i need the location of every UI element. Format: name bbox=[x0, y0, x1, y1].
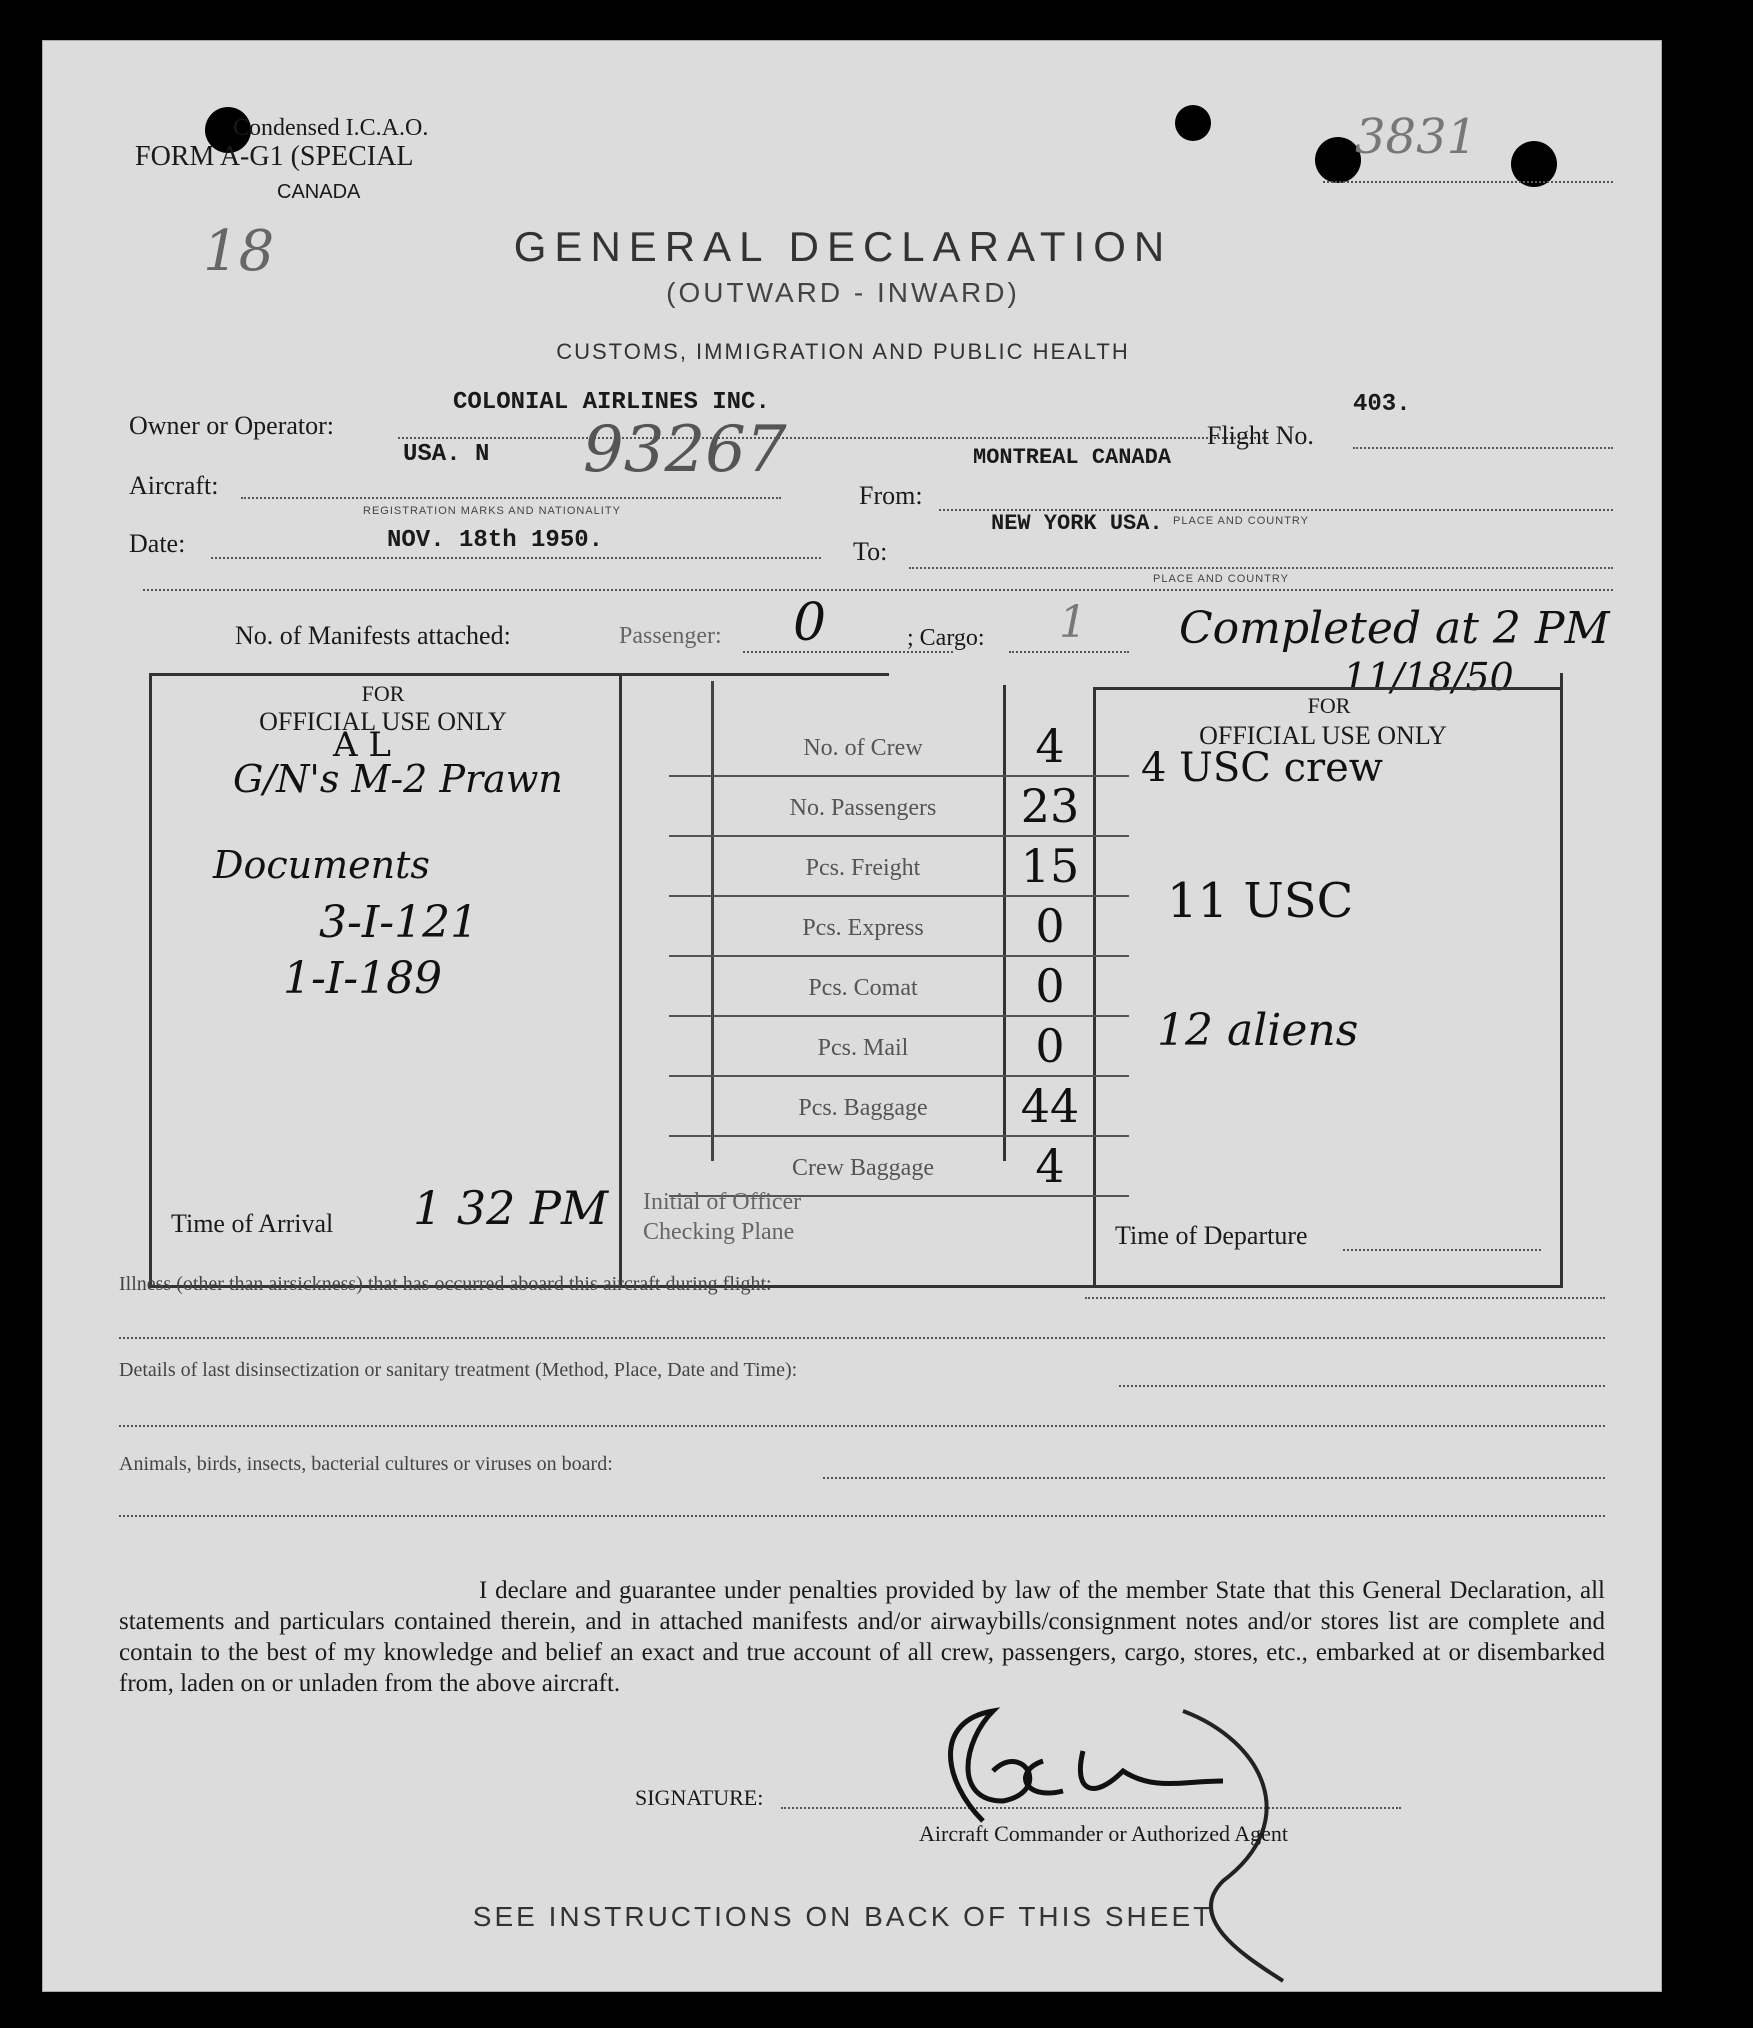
illness-line bbox=[1085, 1297, 1605, 1299]
from-value: MONTREAL CANADA bbox=[973, 445, 1172, 470]
left-note: G/N's M-2 Prawn bbox=[233, 757, 563, 801]
aircraft-line bbox=[241, 497, 781, 499]
departure-line bbox=[1343, 1249, 1541, 1251]
page-title: GENERAL DECLARATION bbox=[513, 223, 1173, 270]
manifest-cargo-line bbox=[1009, 651, 1129, 653]
departure-label: Time of Departure bbox=[1115, 1221, 1308, 1250]
document-1: 3-I-121 bbox=[319, 897, 479, 948]
disinsect-label: Details of last disinsectization or sanitary treatment (Method, Place, Date and Time): bbox=[119, 1359, 798, 1381]
illness-line-2 bbox=[119, 1337, 1605, 1339]
manifest-passenger-value: 0 bbox=[793, 593, 827, 653]
signature-caption: Aircraft Commander or Authorized Agent bbox=[919, 1821, 1289, 1846]
count-label: Pcs. Freight bbox=[805, 855, 921, 881]
extra-line bbox=[143, 589, 1613, 591]
count-row-line bbox=[669, 1075, 1129, 1077]
flight-label: Flight No. bbox=[1207, 421, 1314, 450]
count-label: Pcs. Baggage bbox=[798, 1095, 928, 1121]
count-label: No. Passengers bbox=[789, 795, 937, 821]
aircraft-registration: 93267 bbox=[583, 413, 787, 487]
from-caption: PLACE AND COUNTRY bbox=[1173, 515, 1309, 527]
declaration-text: I declare and guarantee under penalties provided by law of the member State that this General Declaration, all statements and particulars contained therein, and in attached manifests and/or airwaybills/consignment notes and/or stores list are complete and contain to the best of my knowledge and belief an exact and true account of all crew, passengers, cargo, stores, etc., embarked at or disembarked from, laden on or unladen from the above aircraft. bbox=[119, 1577, 1605, 1697]
count-row-line bbox=[669, 835, 1129, 837]
animals-line-2 bbox=[119, 1515, 1605, 1517]
official-box-top-left bbox=[149, 673, 889, 676]
count-label: Pcs. Mail bbox=[817, 1035, 909, 1061]
count-value: 4 bbox=[1035, 719, 1065, 773]
flight-line bbox=[1353, 447, 1613, 449]
page-subtitle: (OUTWARD - INWARD) bbox=[666, 277, 1020, 308]
owner-value: COLONIAL AIRLINES INC. bbox=[453, 389, 770, 416]
signature-label: SIGNATURE: bbox=[635, 1785, 764, 1810]
divider-label-left bbox=[711, 681, 714, 1161]
footer-instructions: SEE INSTRUCTIONS ON BACK OF THIS SHEET bbox=[472, 1901, 1214, 1932]
count-value: 23 bbox=[1020, 779, 1080, 833]
flight-value: 403. bbox=[1353, 391, 1411, 418]
left-official-for: FOR bbox=[361, 681, 405, 706]
to-label: To: bbox=[853, 537, 888, 566]
manifest-cargo-label: ; Cargo: bbox=[907, 625, 985, 651]
left-official-heading: OFFICIAL USE ONLY bbox=[259, 707, 507, 736]
divider-left bbox=[619, 673, 622, 1285]
right-note-2: 11 USC bbox=[1167, 873, 1354, 929]
animals-line bbox=[823, 1477, 1605, 1479]
departments-line: CUSTOMS, IMMIGRATION AND PUBLIC HEALTH bbox=[556, 339, 1130, 364]
form-header-line1: Condensed I.C.A.O. bbox=[233, 115, 429, 141]
count-value: 0 bbox=[1035, 899, 1065, 953]
count-row-line bbox=[669, 1135, 1129, 1137]
document-2: 1-I-189 bbox=[283, 953, 443, 1004]
to-value: NEW YORK USA. bbox=[991, 511, 1163, 536]
count-row-line bbox=[669, 955, 1129, 957]
right-note-3: 12 aliens bbox=[1157, 1005, 1359, 1056]
officer-line-1: Initial of Officer bbox=[643, 1189, 802, 1215]
right-note-1: 4 USC crew bbox=[1141, 745, 1384, 791]
animals-label: Animals, birds, insects, bacterial cultures or viruses on board: bbox=[119, 1453, 613, 1475]
completed-note: Completed at 2 PM bbox=[1179, 603, 1610, 654]
manifests-label: No. of Manifests attached: bbox=[235, 621, 511, 650]
document-number-line bbox=[1323, 181, 1613, 183]
completed-date: 11/18/50 bbox=[1343, 655, 1514, 699]
manifest-cargo-value: 1 bbox=[1059, 597, 1087, 648]
disinsect-line bbox=[1119, 1385, 1605, 1387]
declaration-sheet bbox=[42, 40, 1662, 1992]
count-label: No. of Crew bbox=[803, 735, 923, 761]
aircraft-caption: REGISTRATION MARKS AND NATIONALITY bbox=[363, 505, 621, 517]
arrival-label: Time of Arrival bbox=[171, 1209, 334, 1238]
count-row-line bbox=[669, 775, 1129, 777]
aircraft-label: Aircraft: bbox=[129, 471, 219, 500]
from-label: From: bbox=[859, 481, 923, 510]
count-value: 0 bbox=[1035, 959, 1065, 1013]
date-line bbox=[211, 557, 821, 559]
date-value: NOV. 18th 1950. bbox=[387, 527, 604, 554]
count-label: Crew Baggage bbox=[792, 1155, 934, 1181]
owner-label: Owner or Operator: bbox=[129, 411, 335, 440]
right-official-for: FOR bbox=[1307, 693, 1351, 718]
count-label: Pcs. Comat bbox=[808, 975, 918, 1001]
count-row-line bbox=[669, 1015, 1129, 1017]
right-official-heading: OFFICIAL USE ONLY bbox=[1199, 721, 1447, 750]
manifest-passenger-label: Passenger: bbox=[619, 623, 722, 649]
count-value: 15 bbox=[1020, 839, 1080, 893]
punch-hole-small bbox=[1175, 105, 1211, 141]
form-header-line2: FORM A-G1 (SPECIAL bbox=[135, 141, 414, 172]
documents-label: Documents bbox=[213, 843, 430, 887]
date-label: Date: bbox=[129, 529, 186, 558]
count-label: Pcs. Express bbox=[802, 915, 924, 941]
official-box-top-right bbox=[1093, 687, 1563, 690]
left-initials: A L bbox=[333, 725, 391, 765]
to-caption: PLACE AND COUNTRY bbox=[1153, 573, 1289, 585]
aircraft-typed: USA. N bbox=[403, 441, 490, 468]
count-row-line bbox=[669, 895, 1129, 897]
form-header-country: CANADA bbox=[277, 181, 361, 203]
count-value: 4 bbox=[1035, 1139, 1065, 1193]
hand-reference: 18 bbox=[203, 219, 275, 284]
arrival-time: 1 32 PM bbox=[413, 1181, 609, 1235]
illness-label: Illness (other than airsickness) that has occurred aboard this aircraft during flight: bbox=[119, 1273, 772, 1295]
officer-line-2: Checking Plane bbox=[643, 1219, 795, 1245]
count-value: 0 bbox=[1035, 1019, 1065, 1073]
document-number: 3831 bbox=[1355, 109, 1478, 165]
disinsect-line-2 bbox=[119, 1425, 1605, 1427]
owner-line bbox=[398, 437, 1268, 439]
count-value: 44 bbox=[1020, 1079, 1080, 1133]
to-line bbox=[909, 567, 1613, 569]
